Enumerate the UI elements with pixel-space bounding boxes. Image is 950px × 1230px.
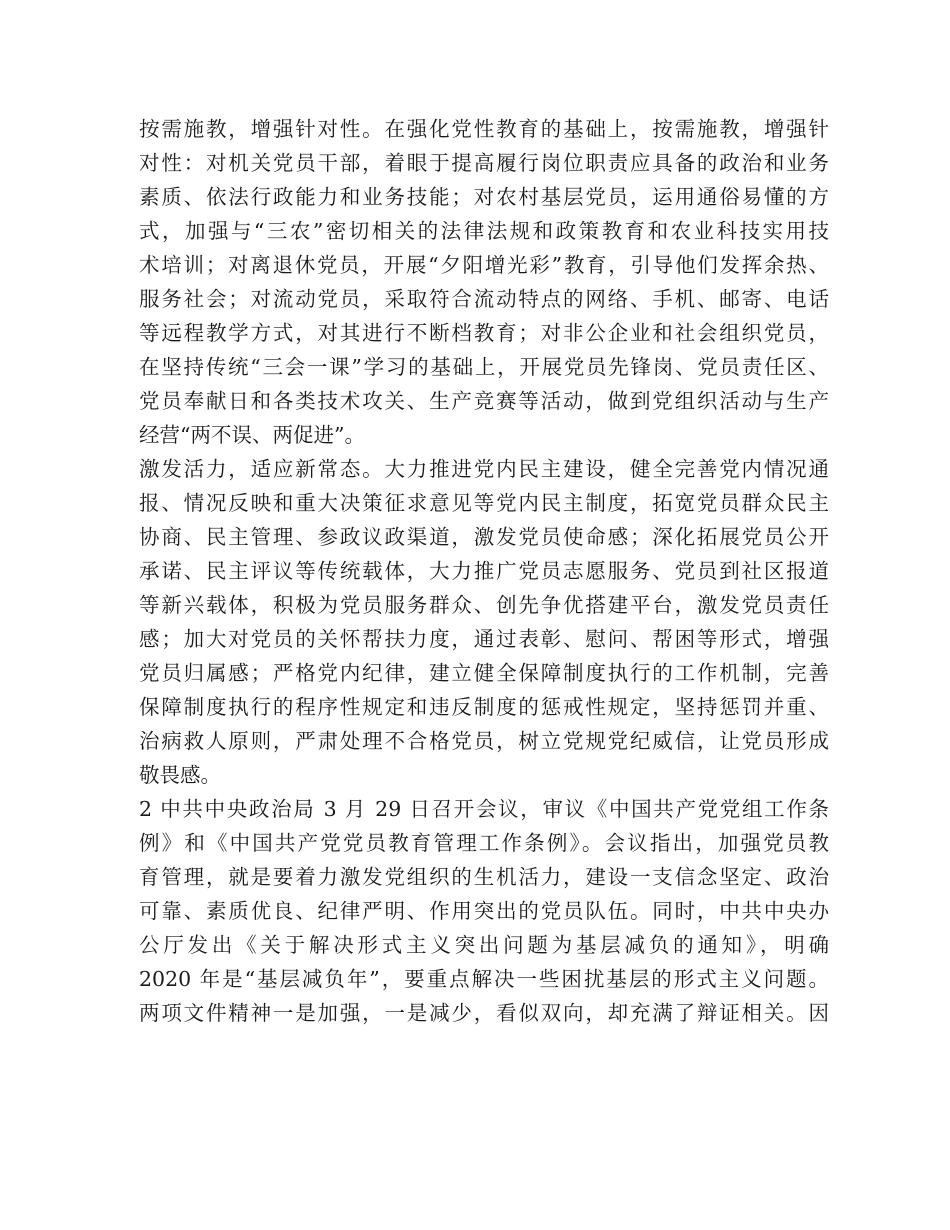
text-line: 可靠、素质优良、纪律严明、作用突出的党员队伍。同时，中共中央办 [139,899,829,923]
text-line: 服务社会；对流动党员，采取符合流动特点的网络、手机、邮寄、电话 [139,287,829,311]
text-line: 激发活力，适应新常态。大力推进党内民主建设，健全完善党内情况通 [139,457,829,481]
text-line: 式，加强与“三农”密切相关的法律法规和政策教育和农业科技实用技 [139,219,829,243]
text-line: 承诺、民主评议等传统载体，大力推广党员志愿服务、党员到社区报道 [139,559,829,583]
text-line: 协商、民主管理、参政议政渠道，激发党员使命感；深化拓展党员公开 [139,525,829,549]
text-line: 治病救人原则，严肃处理不合格党员，树立党规党纪威信，让党员形成 [139,729,829,753]
text-line: 育管理，就是要着力激发党组织的生机活力，建设一支信念坚定、政治 [139,865,829,889]
text-line: 敬畏感。 [139,763,221,787]
text-line: 等远程教学方式，对其进行不断档教育；对非公企业和社会组织党员， [139,321,829,345]
text-line: 在坚持传统“三会一课”学习的基础上，开展党员先锋岗、党员责任区、 [139,355,829,379]
text-line: 两项文件精神一是加强，一是减少，看似双向，却充满了辩证相关。因 [139,1001,829,1025]
text-line: 2 中共中央政治局 3 月 29 日召开会议，审议《中国共产党党组工作条 [139,797,829,821]
text-line: 保障制度执行的程序性规定和违反制度的惩戒性规定，坚持惩罚并重、 [139,695,829,719]
text-line: 对性：对机关党员干部，着眼于提高履行岗位职责应具备的政治和业务 [139,151,829,175]
text-line: 2020 年是“基层减负年”，要重点解决一些困扰基层的形式主义问题。 [139,967,829,991]
text-line: 感；加大对党员的关怀帮扶力度，通过表彰、慰问、帮困等形式，增强 [139,627,829,651]
text-line: 党员奉献日和各类技术攻关、生产竞赛等活动，做到党组织活动与生产 [139,389,829,413]
text-line: 经营“两不误、两促进”。 [139,423,365,447]
body-text [139,112,829,1030]
text-line: 等新兴载体，积极为党员服务群众、创先争优搭建平台，激发党员责任 [139,593,829,617]
text-line: 素质、依法行政能力和业务技能；对农村基层党员，运用通俗易懂的方 [139,185,829,209]
text-line: 按需施教，增强针对性。在强化党性教育的基础上，按需施教，增强针 [139,117,829,141]
text-line: 例》和《中国共产党党员教育管理工作条例》。会议指出，加强党员教 [139,831,829,855]
text-line: 公厅发出《关于解决形式主义突出问题为基层减负的通知》，明确 [139,933,829,957]
text-line: 术培训；对离退休党员，开展“夕阳增光彩”教育，引导他们发挥余热、 [139,253,829,277]
text-line: 报、情况反映和重大决策征求意见等党内民主制度，拓宽党员群众民主 [139,491,829,515]
text-line: 党员归属感；严格党内纪律，建立健全保障制度执行的工作机制，完善 [139,661,829,685]
